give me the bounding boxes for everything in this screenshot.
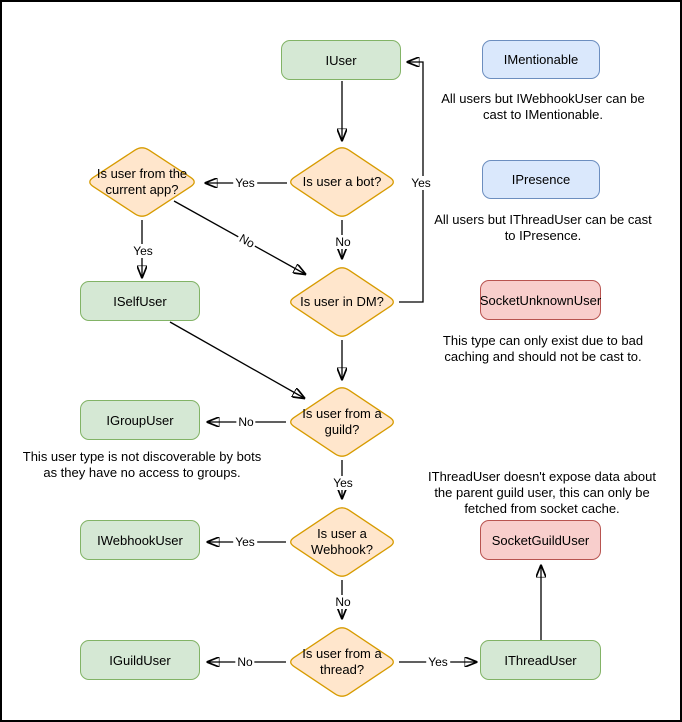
decision-is-bot-label: Is user a bot? xyxy=(302,174,382,190)
edge-iselfuser-to-is-guild xyxy=(170,322,304,398)
decision-is-current-app-label: Is user from the current app? xyxy=(96,166,188,197)
node-iwebhookuser-label: IWebhookUser xyxy=(97,532,183,548)
node-ipresence xyxy=(482,160,600,199)
node-socketguilduser xyxy=(480,520,601,560)
node-socketunknownuser xyxy=(480,280,601,320)
edge-label-guild-yes: Yes xyxy=(333,476,353,490)
decision-is-dm-label: Is user in DM? xyxy=(300,294,384,310)
node-iuser xyxy=(281,40,401,80)
node-igroupuser-label: IGroupUser xyxy=(106,412,174,428)
note-ipresence: All users but IThreadUser can be cast to IPresence. xyxy=(434,212,652,243)
edge-label-app-yes: Yes xyxy=(133,244,153,258)
node-imentionable xyxy=(482,40,600,79)
edge-label-bot-no: No xyxy=(335,235,351,249)
node-ipresence-label: IPresence xyxy=(511,172,571,187)
edge-label-thread-yes: Yes xyxy=(428,655,448,669)
note-igroupuser: This user type is not discoverable by bots as they have no access to groups. xyxy=(22,449,262,480)
edge-label-guild-no: No xyxy=(238,415,254,429)
note-socketunknownuser: This type can only exist due to bad caching and should not be cast to. xyxy=(442,333,644,364)
node-socketguilduser-label: SocketGuildUser xyxy=(491,532,590,548)
edge-label-webhook-yes: Yes xyxy=(235,535,255,549)
node-iguilduser xyxy=(80,640,200,680)
node-iselfuser-label: ISelfUser xyxy=(113,293,167,309)
node-igroupuser xyxy=(80,400,200,440)
note-imentionable: All users but IWebhookUser can be cast to IMentionable. xyxy=(441,91,645,122)
node-iwebhookuser xyxy=(80,520,200,560)
node-imentionable-label: IMentionable xyxy=(503,52,579,67)
decision-is-dm xyxy=(285,264,399,340)
node-ithreaduser xyxy=(480,640,601,680)
node-ithreaduser-label: IThreadUser xyxy=(504,652,577,668)
note-ithreaduser: IThreadUser doesn't expose data about the parent guild user, this can only be fetched from socket cache. xyxy=(428,469,656,516)
decision-is-webhook xyxy=(285,504,399,580)
decision-is-guild xyxy=(285,384,399,460)
decision-is-bot xyxy=(285,144,399,220)
node-socketunknownuser-label: SocketUnknownUser xyxy=(479,292,602,308)
decision-is-guild-label: Is user from a guild? xyxy=(302,406,382,437)
edge-label-dm-yes: Yes xyxy=(411,176,431,190)
decision-is-thread xyxy=(285,624,399,700)
decision-is-webhook-label: Is user a Webhook? xyxy=(311,526,373,557)
node-iselfuser xyxy=(80,281,200,321)
decision-is-thread-label: Is user from a thread? xyxy=(302,646,382,677)
node-iuser-label: IUser xyxy=(325,52,357,68)
edge-label-app-no: No xyxy=(236,231,258,251)
decision-is-current-app xyxy=(84,144,200,220)
edge-label-webhook-no: No xyxy=(335,595,351,609)
edge-label-bot-yes: Yes xyxy=(235,176,255,190)
node-iguilduser-label: IGuildUser xyxy=(109,652,171,668)
edge-label-thread-no: No xyxy=(237,655,253,669)
